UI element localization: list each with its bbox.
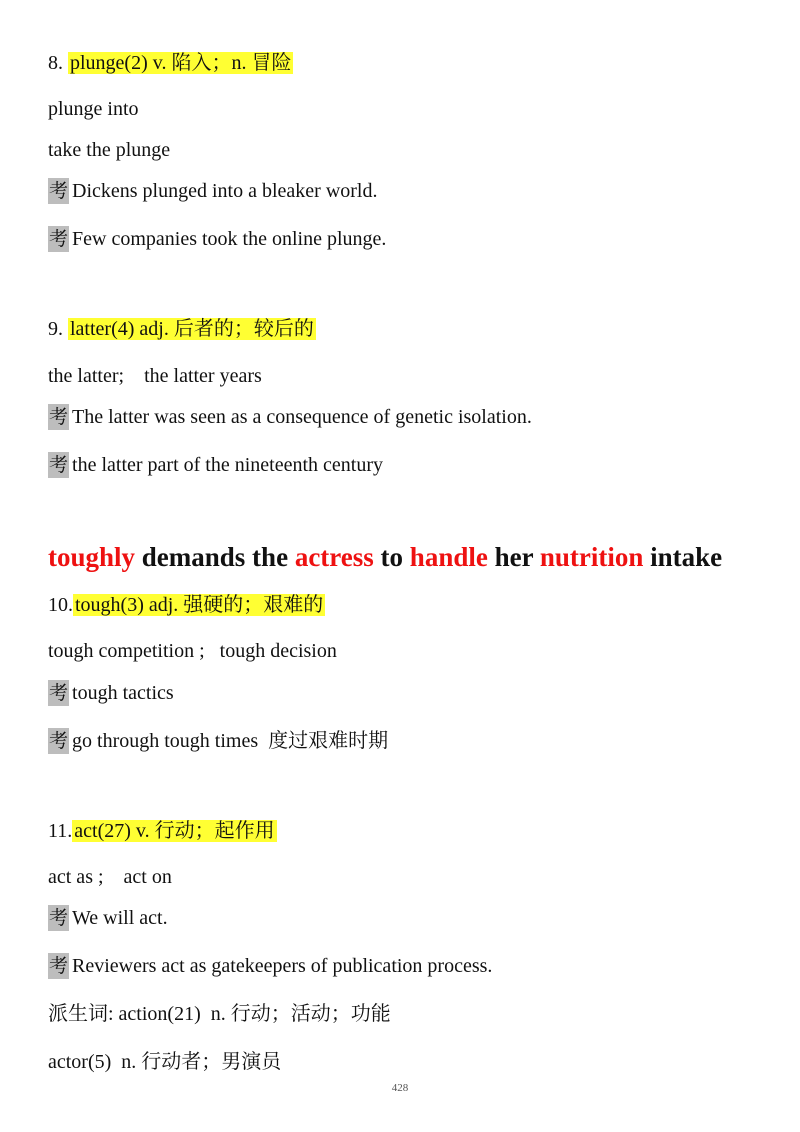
example-line bbox=[48, 178, 377, 204]
example-text: Reviewers act as gatekeepers of publication process. bbox=[72, 955, 493, 977]
entry-number: 9. bbox=[48, 318, 68, 340]
mnemonic-keyword: actress bbox=[294, 542, 374, 572]
highlighted-headword: latter(4) adj. 后者的；较后的 bbox=[70, 318, 314, 340]
exam-mark: 考 bbox=[49, 406, 69, 428]
exam-mark: 考 bbox=[49, 682, 69, 704]
example-text: tough tactics bbox=[72, 682, 174, 704]
entry-number: 8. bbox=[48, 52, 68, 74]
mnemonic-text: demands the bbox=[135, 542, 295, 572]
example-text: The latter was seen as a consequence of genetic isolation. bbox=[72, 406, 532, 428]
phrase-line: the latter; the latter years bbox=[48, 365, 262, 387]
page-number: 428 bbox=[391, 1082, 409, 1094]
exam-mark: 考 bbox=[49, 955, 69, 977]
derived-word-line: actor(5) n. 行动者；男演员 bbox=[48, 1051, 282, 1073]
example-text: go through tough times 度过艰难时期 bbox=[72, 730, 389, 752]
example-line bbox=[48, 404, 532, 430]
entry-heading bbox=[48, 592, 325, 618]
example-text: We will act. bbox=[72, 907, 168, 929]
entry-heading bbox=[48, 818, 277, 844]
mnemonic-text: to bbox=[373, 542, 410, 572]
mnemonic-sentence bbox=[48, 540, 722, 574]
example-line bbox=[48, 905, 168, 931]
example-text: the latter part of the nineteenth century bbox=[72, 454, 383, 476]
mnemonic-keyword: toughly bbox=[48, 542, 136, 572]
example-line bbox=[48, 452, 383, 478]
exam-mark: 考 bbox=[49, 454, 69, 476]
entry-heading bbox=[48, 316, 316, 342]
example-line bbox=[48, 680, 174, 706]
highlighted-headword: plunge(2) v. 陷入；n. 冒险 bbox=[70, 52, 292, 74]
exam-mark: 考 bbox=[49, 907, 69, 929]
example-line bbox=[48, 953, 492, 979]
derived-word-line: 派生词: action(21) n. 行动；活动；功能 bbox=[48, 1003, 391, 1025]
highlighted-headword: tough(3) adj. 强硬的；艰难的 bbox=[75, 594, 324, 616]
entry-number: 11. bbox=[48, 820, 73, 842]
phrase-line: act as ; act on bbox=[48, 866, 172, 888]
exam-mark: 考 bbox=[49, 180, 69, 202]
phrase-line: take the plunge bbox=[48, 139, 171, 161]
example-text: Dickens plunged into a bleaker world. bbox=[72, 180, 378, 202]
phrase-line: tough competition ; tough decision bbox=[48, 640, 337, 662]
phrase-line: plunge into bbox=[48, 98, 139, 120]
entry-heading bbox=[48, 50, 293, 76]
mnemonic-keyword: handle bbox=[409, 542, 488, 572]
example-text: Few companies took the online plunge. bbox=[72, 228, 387, 250]
example-line bbox=[48, 728, 388, 754]
highlighted-headword: act(27) v. 行动；起作用 bbox=[74, 820, 275, 842]
exam-mark: 考 bbox=[49, 228, 69, 250]
mnemonic-text: her bbox=[487, 542, 540, 572]
exam-mark: 考 bbox=[49, 730, 69, 752]
mnemonic-keyword: nutrition bbox=[539, 542, 644, 572]
example-line bbox=[48, 226, 386, 252]
mnemonic-text: intake bbox=[643, 542, 723, 572]
entry-number: 10. bbox=[48, 594, 73, 616]
